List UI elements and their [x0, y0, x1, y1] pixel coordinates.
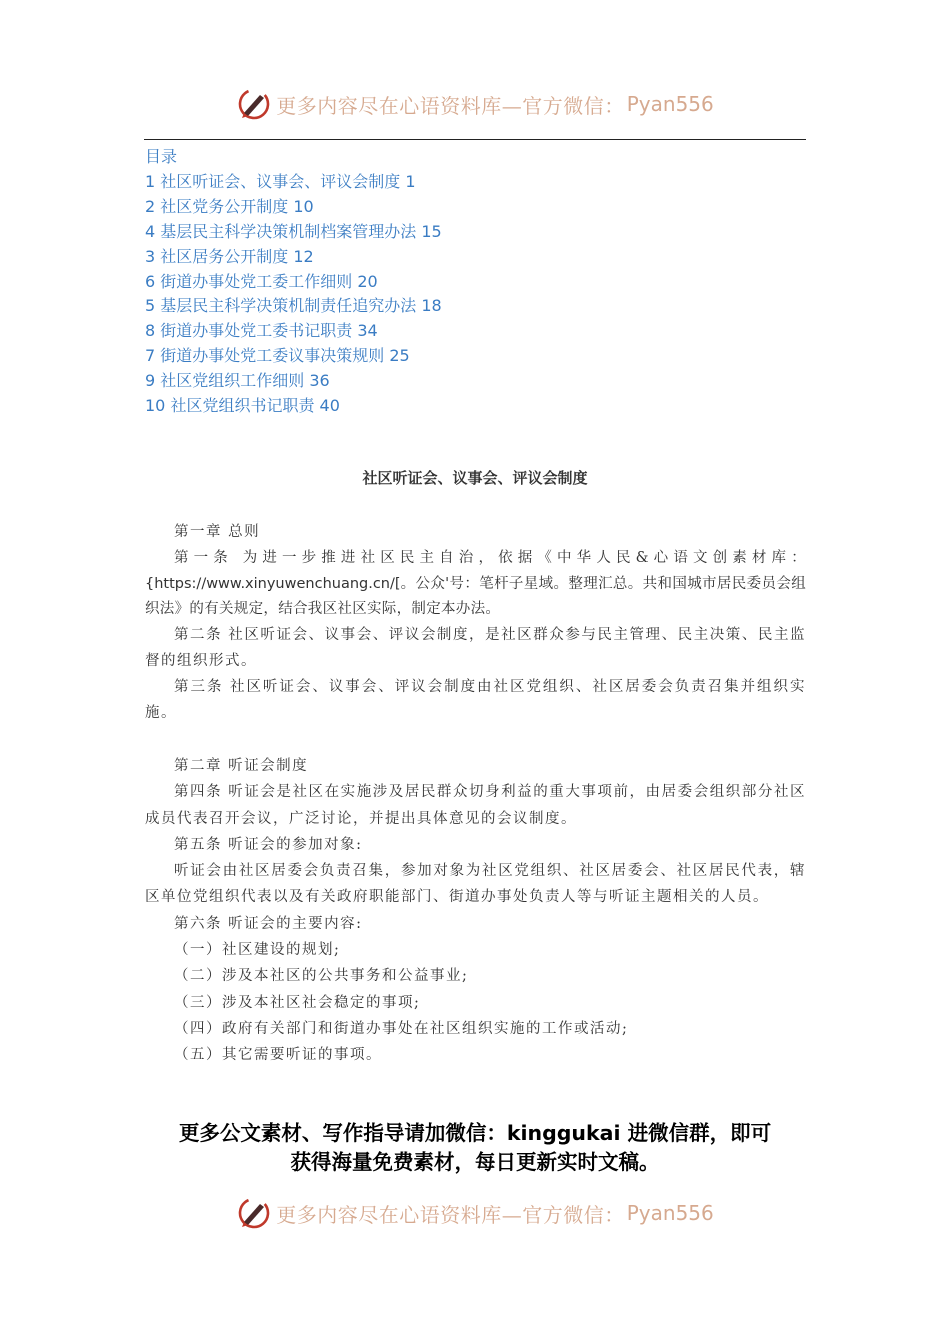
table-of-contents [145, 145, 805, 419]
footer-banner [0, 1191, 950, 1235]
article-1-text-cont: 。公众'号：笔杆子星域。整理汇总。共和国城市居民委员会组织法》的有关规定，结合我区社区实际，制定本办法。 [145, 575, 806, 618]
toc-item[interactable]: 6 街道办事处党工委工作细则 20 [145, 271, 378, 291]
article-5: 第五条 听证会的参加对象: [174, 836, 363, 853]
banner-text: 更多内容尽在心语资料库—官方微信： [276, 1202, 625, 1227]
article-4: 第四条 听证会是社区在实施涉及居民群众切身利益的重大事项前，由居委会组织部分社区成员代表召开会议，广泛讨论，并提出具体意见的会议制度。 [145, 784, 806, 827]
article-1 [145, 546, 806, 623]
article-1-text: 第一条 为进一步推进社区民主自治，依据《中华人民&心语文创素材库： [174, 549, 806, 566]
toc-item[interactable]: 5 基层民主科学决策机制责任追究办法 18 [145, 296, 442, 316]
banner-handle: Pyan556 [626, 92, 714, 116]
banner-text: 更多内容尽在心语资料库—官方微信： [276, 93, 625, 118]
list-item: （三）涉及本社区社会稳定的事项; [174, 994, 421, 1011]
toc-item[interactable]: 4 基层民主科学决策机制档案管理办法 15 [145, 221, 442, 241]
article-6: 第六条 听证会的主要内容: [174, 915, 363, 932]
toc-heading[interactable]: 目录 [145, 147, 178, 166]
toc-item[interactable]: 2 社区党务公开制度 10 [145, 196, 314, 216]
chapter-heading: 第一章 总则 [174, 524, 261, 540]
list-item: （一）社区建设的规划; [174, 942, 341, 959]
list-item: （五）其它需要听证的事项。 [174, 1047, 382, 1064]
header-banner [0, 82, 950, 126]
toc-item[interactable]: 10 社区党组织书记职责 40 [145, 396, 340, 416]
toc-item[interactable]: 3 社区居务公开制度 12 [145, 246, 314, 266]
toc-item[interactable]: 9 社区党组织工作细则 36 [145, 371, 330, 391]
article-5-body: 听证会由社区居委会负责召集，参加对象为社区党组织、社区居委会、社区居民代表，辖区单位党组织代表以及有关政府职能部门、街道办事处负责人等与听证主题相关的人员。 [145, 863, 806, 906]
chapter-2 [145, 753, 806, 1069]
pen-circle-icon [236, 1195, 272, 1231]
promo-notice [144, 1119, 806, 1177]
banner-handle: Pyan556 [626, 1201, 714, 1225]
list-item: （四）政府有关部门和街道办事处在社区组织实施的工作或活动; [174, 1020, 629, 1037]
document-title: 社区听证会、议事会、评议会制度 [362, 469, 588, 487]
pen-circle-icon [236, 86, 272, 122]
toc-item[interactable]: 8 街道办事处党工委书记职责 34 [145, 321, 378, 341]
promo-line-2: 获得海量免费素材，每日更新实时文稿。 [290, 1150, 660, 1174]
article-1-url: {https://www.xinyuwenchuang.cn/[ [145, 575, 401, 592]
toc-item[interactable]: 7 街道办事处党工委议事决策规则 25 [145, 346, 410, 366]
article-2: 第二条 社区听证会、议事会、评议会制度，是社区群众参与民主管理、民主决策、民主监督的组织形式。 [145, 627, 806, 669]
chapter-heading: 第二章 听证会制度 [174, 758, 309, 774]
article-3: 第三条 社区听证会、议事会、评议会制度由社区党组织、社区居委会负责召集并组织实施。 [145, 678, 806, 721]
header-divider [144, 139, 806, 140]
list-item: （二）涉及本社区的公共事务和公益事业; [174, 968, 469, 985]
toc-item[interactable]: 1 社区听证会、议事会、评议会制度 1 [145, 171, 416, 191]
promo-line-1: 更多公文素材、写作指导请加微信：kinggukai 进微信群，即可 [178, 1121, 772, 1145]
chapter-1 [145, 520, 806, 726]
